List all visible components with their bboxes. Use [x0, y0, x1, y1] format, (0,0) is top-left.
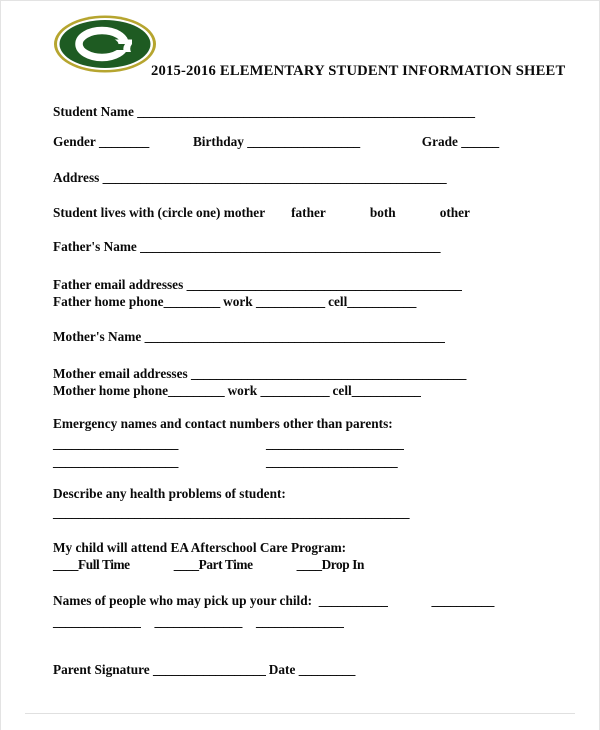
- pickup-blank-1[interactable]: ___________: [318, 593, 388, 608]
- mother-email-blank-2[interactable]: _________: [409, 366, 466, 381]
- father-home-phone-label: Father home phone: [53, 294, 164, 309]
- mother-cell-phone-blank[interactable]: ___________: [351, 383, 421, 398]
- student-name-blank[interactable]: ______________________________________________________: [137, 104, 475, 119]
- emergency-contacts-row-2: [53, 453, 397, 470]
- field-student-lives-with: [53, 204, 470, 221]
- health-problems-blank[interactable]: _________________________________________________________: [53, 505, 410, 520]
- field-father-phones: [53, 293, 416, 310]
- mother-email-label: Mother email addresses: [53, 366, 192, 381]
- mother-home-phone-label: Mother home phone: [53, 383, 168, 398]
- health-label-text: Describe any health problems of student:: [53, 486, 286, 501]
- pickup-blank-3[interactable]: ______________: [53, 614, 141, 629]
- date-label: Date: [265, 662, 299, 677]
- mothers-name-blank-2[interactable]: ____________: [369, 329, 445, 344]
- lives-with-option-other[interactable]: other: [439, 205, 470, 220]
- emergency-label-text: Emergency names and contact numbers other than parents:: [53, 416, 393, 431]
- pickup-blank-5[interactable]: ______________: [255, 614, 344, 629]
- field-student-name: [53, 103, 475, 120]
- pickup-label: Names of people who may pick up your child:: [53, 593, 319, 608]
- lives-with-option-both[interactable]: both: [369, 205, 396, 220]
- emergency-name-blank-2[interactable]: ____________________: [53, 454, 178, 469]
- gender-blank[interactable]: ________: [98, 134, 149, 149]
- ea-school-oval-e-logo: [53, 13, 157, 75]
- father-cell-phone-label: cell: [324, 294, 348, 309]
- emergency-contacts-row-1: [53, 435, 403, 452]
- pickup-people-row-2: [53, 613, 343, 630]
- lives-with-label: Student lives with (circle one): [53, 205, 224, 220]
- field-address: [53, 169, 446, 186]
- mother-cell-phone-label: cell: [329, 383, 352, 398]
- footer-divider: [25, 713, 575, 714]
- parent-signature-label: Parent Signature: [53, 662, 153, 677]
- field-fathers-name: [53, 238, 440, 255]
- pickup-people-row-1: [53, 592, 494, 609]
- fathers-name-label: Father's Name: [53, 239, 141, 254]
- address-blank[interactable]: _________________________________________: [102, 170, 359, 185]
- mothers-name-blank[interactable]: ____________________________________: [144, 329, 370, 344]
- field-mother-phones: [53, 382, 420, 399]
- field-mothers-name: [53, 328, 445, 345]
- emergency-name-blank-1[interactable]: ____________________: [53, 436, 178, 451]
- field-mother-email: [53, 365, 466, 382]
- address-label: Address: [53, 170, 103, 185]
- birthday-label: Birthday: [192, 134, 248, 149]
- mother-email-blank[interactable]: ___________________________________: [191, 366, 410, 381]
- signature-row: [53, 661, 355, 678]
- document-header: [1, 1, 599, 93]
- afterschool-program-options: [53, 556, 364, 573]
- page-title: 2015-2016 ELEMENTARY STUDENT INFORMATION SHEET: [151, 63, 566, 79]
- afterschool-option-part-time[interactable]: ____Part Time: [173, 557, 253, 572]
- field-gender-birthday-grade: [53, 133, 499, 150]
- emergency-contacts-label: [53, 415, 393, 432]
- health-problems-label: [53, 485, 286, 502]
- field-father-email: [53, 276, 462, 293]
- father-email-blank[interactable]: ___________________________________: [186, 277, 406, 292]
- mothers-name-label: Mother's Name: [53, 329, 145, 344]
- emergency-number-blank-1[interactable]: ______________________: [265, 436, 404, 451]
- fathers-name-blank-2[interactable]: ___________: [371, 239, 441, 254]
- student-name-label: Student Name: [53, 104, 138, 119]
- father-home-phone-blank[interactable]: _________: [163, 294, 220, 309]
- fathers-name-blank[interactable]: _____________________________________: [140, 239, 372, 254]
- afterschool-option-full-time[interactable]: ____Full Time: [53, 557, 130, 572]
- emergency-number-blank-2[interactable]: _____________________: [265, 454, 398, 469]
- father-email-blank-2[interactable]: _________: [405, 277, 462, 292]
- mother-home-phone-blank[interactable]: _________: [168, 383, 225, 398]
- mother-work-phone-blank[interactable]: ___________: [260, 383, 330, 398]
- afterschool-program-label: [53, 539, 346, 556]
- pickup-blank-4[interactable]: ______________: [154, 614, 242, 629]
- birthday-blank[interactable]: __________________: [247, 134, 360, 149]
- grade-label: Grade: [421, 134, 462, 149]
- father-email-label: Father email addresses: [53, 277, 187, 292]
- pickup-blank-2[interactable]: __________: [431, 593, 494, 608]
- afterschool-label-text: My child will attend EA Afterschool Care Program:: [53, 540, 347, 555]
- date-blank[interactable]: _________: [298, 662, 355, 677]
- father-work-phone-label: work: [219, 294, 257, 309]
- lives-with-option-mother[interactable]: mother: [223, 205, 266, 220]
- lives-with-option-father[interactable]: father: [291, 205, 326, 220]
- father-work-phone-blank[interactable]: ___________: [256, 294, 325, 309]
- address-blank-2[interactable]: ______________: [358, 170, 447, 185]
- grade-blank[interactable]: ______: [461, 134, 499, 149]
- gender-label: Gender: [53, 134, 99, 149]
- mother-work-phone-label: work: [224, 383, 261, 398]
- health-problems-blank-row: [53, 504, 409, 521]
- father-cell-phone-blank[interactable]: ___________: [347, 294, 417, 309]
- parent-signature-blank[interactable]: __________________: [152, 662, 266, 677]
- afterschool-option-drop-in[interactable]: ____Drop In: [296, 557, 364, 572]
